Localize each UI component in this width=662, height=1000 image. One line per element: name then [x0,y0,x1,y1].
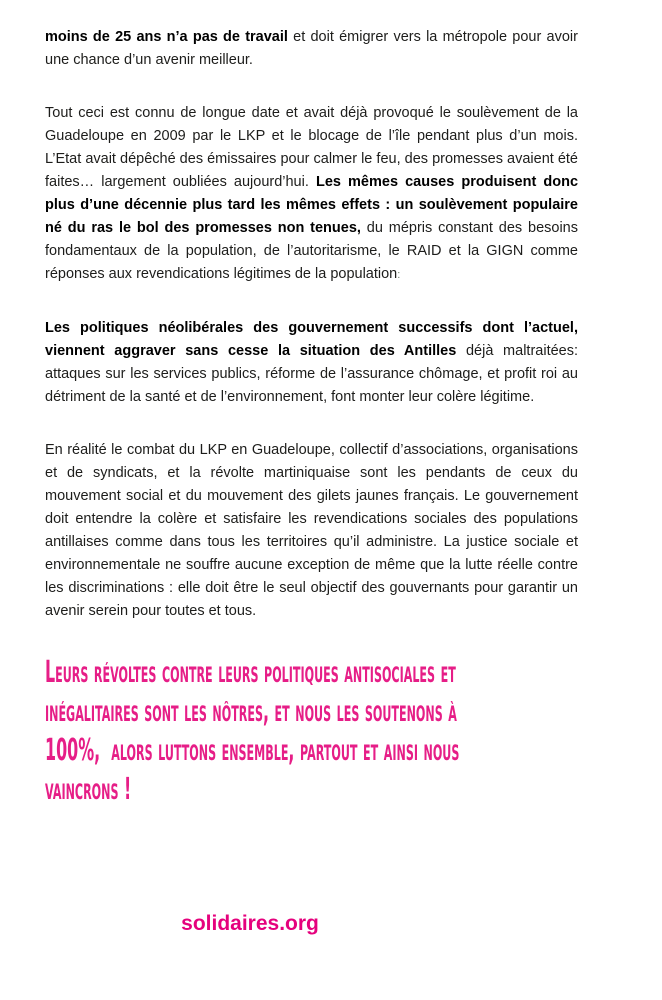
footer [0,912,500,936]
body-paragraph [45,439,578,623]
text-run: déjà maltraitées: attaques sur les services publics, réforme de l’assurance chômage, et profit roi au détriment de la santé et de l’environnement, font monter leur colère légitime. [45,343,578,405]
body-paragraph [45,317,578,409]
slogan-line: inégalitaires sont les nôtres, et nous les soutenons à [45,694,457,729]
body-paragraph [45,26,578,72]
slogan-line: vaincrons ! [45,772,132,807]
slogan-block [45,653,578,809]
paragraph-end-mark: : [397,269,402,281]
text-run: Tout ceci est connu de longue date et avait déjà provoqué le soulèvement de la Guadeloupe en 2009 par le LKP et le blocage de l’île pendant plus d’un mois. L’Etat avait dépêché des émissaires pour calmer le feu, des promesses avaient été faites… largement oubliées aujourd’hui. [45,105,578,190]
slogan-line: Leurs révoltes contre leurs politiques antisociales et [45,655,456,690]
body-paragraph [45,102,578,287]
website-link[interactable]: solidaires.org [181,912,319,935]
bold-run: Les politiques néolibérales des gouvernement successifs dont l’actuel, viennent aggraver sans cesse la situation des Antilles [45,320,578,359]
text-run: du mépris constant des besoins fondamentaux de la population, de l’autoritarisme, le RAID et la GIGN comme réponses aux revendications légitimes de la population [45,220,578,282]
slogan-line: 100%, alors luttons ensemble, partout et ainsi nous [45,733,460,768]
text-run: En réalité le combat du LKP en Guadeloupe, collectif d’associations, organisations et de syndicats, et la révolte martiniquaise sont les pendants de ceux du mouvement social et du mouvement des gilets jaunes français. Le gouvernement doit entendre la colère et satisfaire les revendications sociales des populations antillaises comme dans tous les territoires qu’il administre. La justice sociale et environnementale ne souffre aucune exception de même que la lutte réelle contre les discriminations : elle doit être le seul objectif des gouvernants pour garantir un avenir serein pour toutes et tous. [45,442,578,619]
bold-run: moins de 25 ans n’a pas de travail [45,29,288,45]
text-run: et doit émigrer vers la métropole pour avoir une chance d’un avenir meilleur. [45,29,578,68]
bold-run: Les mêmes causes produisent donc plus d’une décennie plus tard les mêmes effets : un soulèvement populaire né du ras le bol des promesses non tenues, [45,174,579,236]
